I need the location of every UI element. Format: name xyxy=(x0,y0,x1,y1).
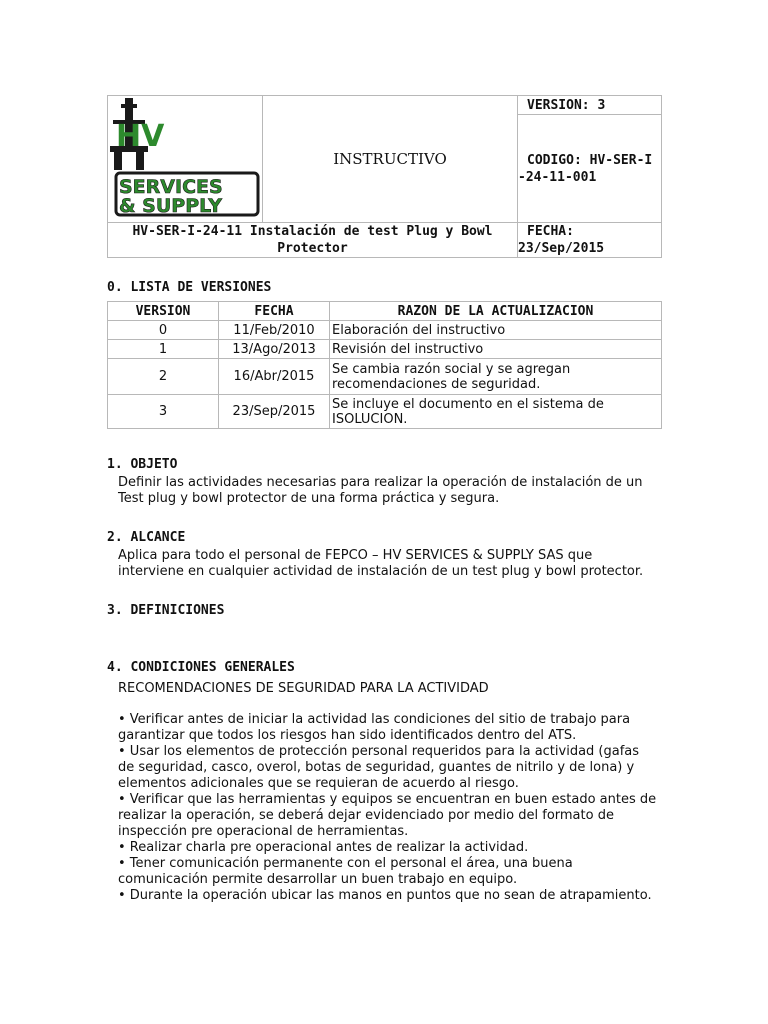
cell-razon: Se cambia razón social y se agregan recomendaciones de seguridad. xyxy=(330,359,662,395)
table-row xyxy=(108,321,662,340)
versions-title: 0. LISTA DE VERSIONES xyxy=(107,280,272,295)
company-logo xyxy=(108,96,262,218)
objeto-title: 1. OBJETO xyxy=(107,457,178,472)
versions-table xyxy=(107,301,662,429)
cell-version: 3 xyxy=(108,395,219,429)
logo-text-line2: & SUPPLY xyxy=(119,195,223,217)
doc-type: INSTRUCTIVO xyxy=(263,96,518,223)
codigo-value: CODIGO: HV-SER-I-24-11-001 xyxy=(518,152,653,185)
version-label: VERSION: 3 xyxy=(518,96,662,115)
list-item: • Verificar que las herramientas y equipos se encuentran en buen estado antes de realizar la operación, se deberá dejar evidenciado por medio del formato de inspección pre operacional de herramientas. xyxy=(118,792,657,839)
doc-title: HV-SER-I-24-11 Instalación de test Plug y Bowl Protector xyxy=(108,223,518,258)
alcance-title: 2. ALCANCE xyxy=(107,530,186,545)
fecha-label: FECHA: xyxy=(527,224,574,239)
versions-header-row xyxy=(108,302,662,321)
document-header xyxy=(107,95,662,258)
table-row xyxy=(108,359,662,395)
list-item: • Durante la operación ubicar las manos en puntos que no sean de atrapamiento. xyxy=(118,888,652,903)
fecha-cell xyxy=(518,223,662,258)
cell-version: 0 xyxy=(108,321,219,340)
cell-version: 1 xyxy=(108,340,219,359)
cell-razon: Se incluye el documento en el sistema de ISOLUCION. xyxy=(330,395,662,429)
cell-version: 2 xyxy=(108,359,219,395)
cell-razon: Revisión del instructivo xyxy=(330,340,662,359)
logo-letters: HV xyxy=(116,119,165,154)
logo-cell xyxy=(108,96,263,223)
alcance-text: Aplica para todo el personal de FEPCO – HV SERVICES & SUPPLY SAS que interviene en cualquier actividad de instalación de un test plug y bowl protector. xyxy=(118,548,644,579)
cell-fecha: 16/Abr/2015 xyxy=(219,359,330,395)
cell-fecha: 23/Sep/2015 xyxy=(219,395,330,429)
col-razon: RAZON DE LA ACTUALIZACION xyxy=(330,302,662,321)
list-item: • Verificar antes de iniciar la actividad las condiciones del sitio de trabajo para garantizar que todos los riesgos han sido identificados dentro del ATS. xyxy=(118,712,631,743)
logo-text-line1: SERVICES xyxy=(119,176,223,198)
list-item: • Tener comunicación permanente con el personal el área, una buena comunicación permite desarrollar un buen trabajo en equipo. xyxy=(118,856,573,887)
col-version: VERSION xyxy=(108,302,219,321)
cell-razon: Elaboración del instructivo xyxy=(330,321,662,340)
codigo-label xyxy=(518,115,662,223)
cell-fecha: 13/Ago/2013 xyxy=(219,340,330,359)
condiciones-subtitle: RECOMENDACIONES DE SEGURIDAD PARA LA ACTIVIDAD xyxy=(118,681,489,696)
objeto-text: Definir las actividades necesarias para realizar la operación de instalación de un Test plug y bowl protector de una forma práctica y segura. xyxy=(118,475,643,506)
cell-fecha: 11/Feb/2010 xyxy=(219,321,330,340)
condiciones-title: 4. CONDICIONES GENERALES xyxy=(107,660,295,675)
safety-bullets xyxy=(118,712,658,904)
list-item: • Usar los elementos de protección personal requeridos para la actividad (gafas de seguridad, casco, overol, botas de seguridad, guantes de nitrilo y de lona) y elementos adicionales que se requieran de acuerdo al riesgo. xyxy=(118,744,640,791)
col-fecha: FECHA xyxy=(219,302,330,321)
list-item: • Realizar charla pre operacional antes de realizar la actividad. xyxy=(118,840,529,855)
definiciones-title: 3. DEFINICIONES xyxy=(107,603,225,618)
table-row xyxy=(108,340,662,359)
fecha-value: 23/Sep/2015 xyxy=(518,241,605,256)
table-row xyxy=(108,395,662,429)
